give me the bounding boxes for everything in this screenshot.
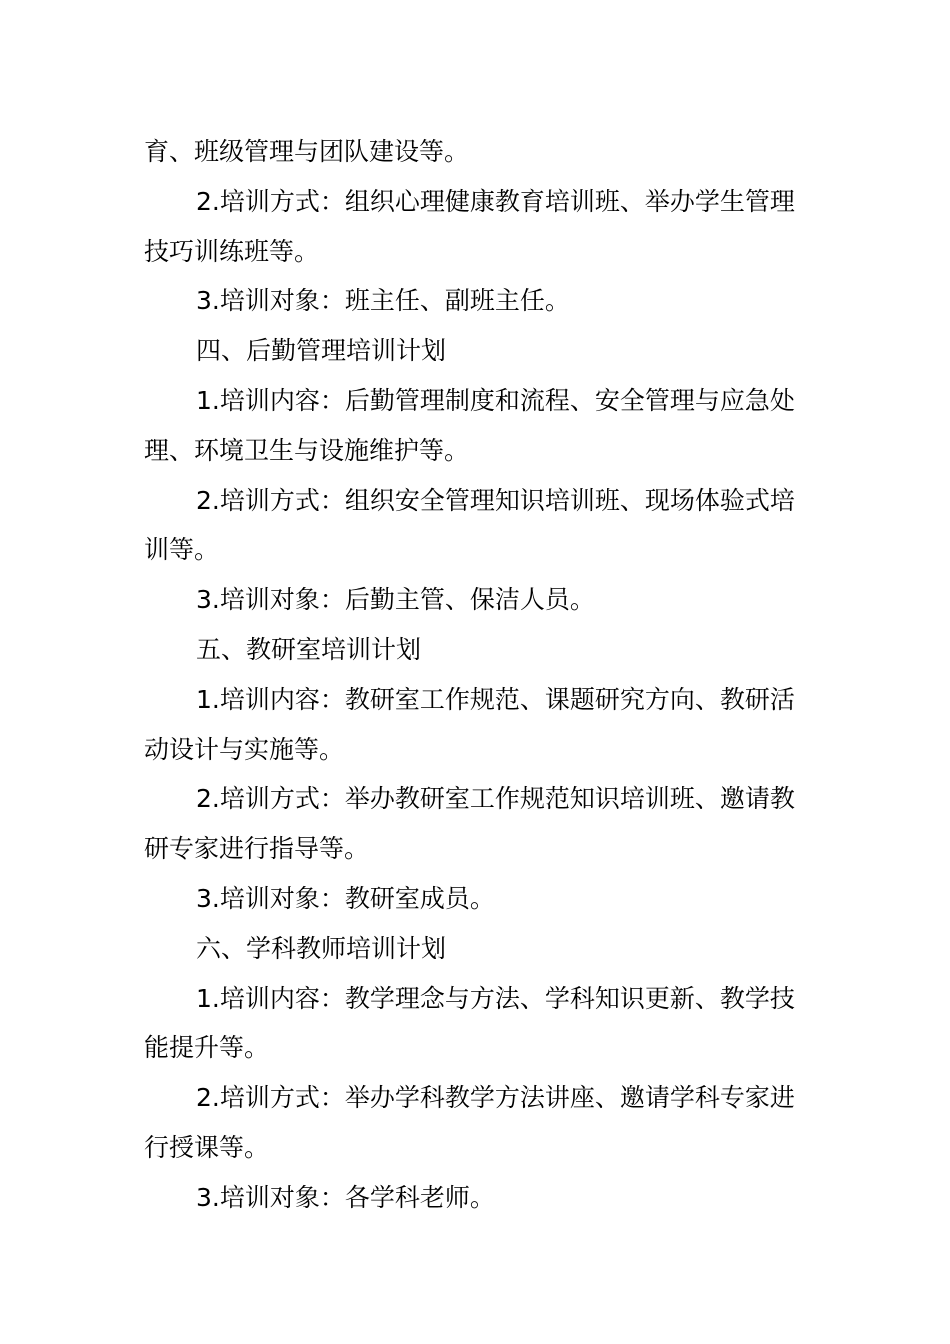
text-line: 行授课等。 — [144, 1132, 270, 1162]
text-line: 技巧训练班等。 — [144, 236, 320, 266]
text-line: 育、班级管理与团队建设等。 — [144, 137, 470, 166]
text-line: 1.培训内容：后勤管理制度和流程、安全管理与应急处 — [196, 385, 795, 415]
text-line: 3.培训对象：班主任、副班主任。 — [196, 286, 570, 316]
text-line: 1.培训内容：教学理念与方法、学科知识更新、教学技 — [196, 983, 795, 1013]
section-heading: 四、后勤管理培训计划 — [196, 336, 447, 366]
text-line: 2.培训方式：组织心理健康教育培训班、举办学生管理 — [196, 186, 795, 216]
text-line: 理、环境卫生与设施维护等。 — [144, 435, 470, 465]
text-line: 3.培训对象：各学科老师。 — [196, 1182, 495, 1212]
text-line: 3.培训对象：后勤主管、保洁人员。 — [196, 585, 595, 615]
text-line: 2.培训方式：组织安全管理知识培训班、现场体验式培 — [196, 485, 795, 515]
text-line: 能提升等。 — [144, 1033, 270, 1063]
text-line: 动设计与实施等。 — [144, 734, 345, 764]
section-heading: 六、学科教师培训计划 — [196, 933, 447, 963]
document-body — [144, 127, 812, 1223]
text-line: 2.培训方式：举办教研室工作规范知识培训班、邀请教 — [196, 784, 795, 814]
text-line: 研专家进行指导等。 — [144, 834, 370, 864]
section-heading: 五、教研室培训计划 — [196, 634, 422, 664]
text-line: 3.培训对象：教研室成员。 — [196, 883, 495, 913]
text-line: 2.培训方式：举办学科教学方法讲座、邀请学科专家进 — [196, 1083, 795, 1113]
text-line: 训等。 — [144, 535, 220, 565]
text-line: 1.培训内容：教研室工作规范、课题研究方向、教研活 — [196, 684, 795, 714]
